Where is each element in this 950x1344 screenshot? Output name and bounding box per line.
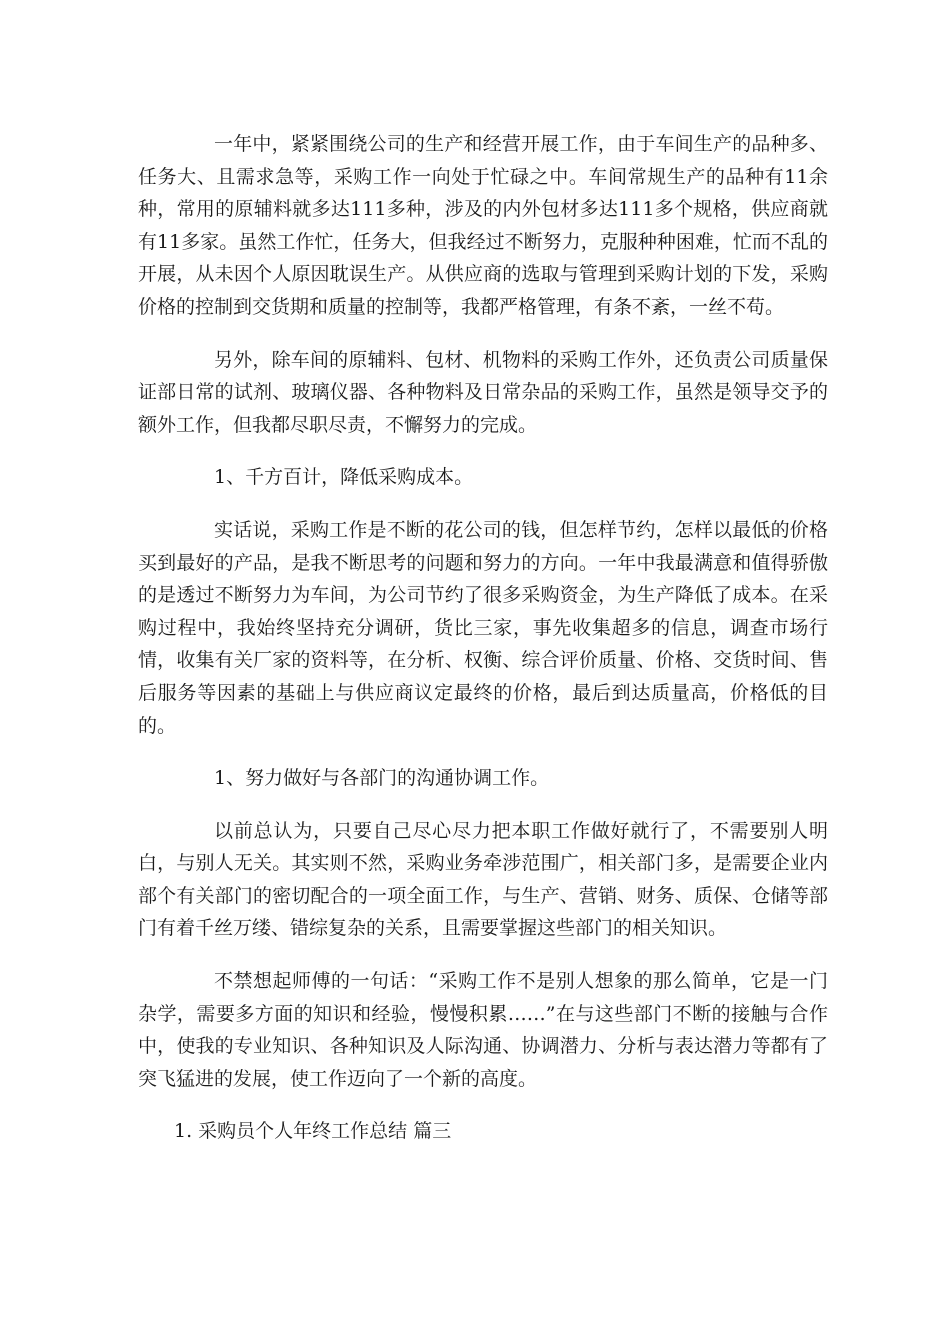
paragraph-coordination: 以前总认为，只要自己尽心尽力把本职工作做好就行了，不需要别人明白，与别人无关。其实则不然，采购业务牵涉范围广，相关部门多，是需要企业内部个有关部门的密切配合的一项全面工作，与生产、营销、财务、质保、仓储等部门有着千丝万缕、错综复杂的关系，且需要掌握这些部门的相关知识。 [138, 819, 828, 940]
section-title: 1. 采购员个人年终工作总结 篇三 [174, 1120, 452, 1143]
heading-reduce-cost: 1、千方百计，降低采购成本。 [214, 466, 474, 489]
paragraph-work-overview: 一年中，紧紧围绕公司的生产和经营开展工作，由于车间生产的品种多、任务大、且需求急等，采购工作一向处于忙碌之中。车间常规生产的品种有11余种，常用的原辅料就多达111多种，涉及的内外包材多达111多个规格，供应商就有11多家。虽然工作忙，任务大，但我经过不断努力，克服种种困难，忙而不乱的开展，从未因个人原因耽误生产。从供应商的选取与管理到采购计划的下发，采购价格的控制到交货期和质量的控制等，我都严格管理，有条不紊，一丝不苟。 [138, 133, 828, 318]
heading-communication: 1、努力做好与各部门的沟通协调工作。 [214, 767, 550, 790]
paragraph-cost-saving: 实话说，采购工作是不断的花公司的钱，但怎样节约，怎样以最低的价格买到最好的产品，是我不断思考的问题和努力的方向。一年中我最满意和值得骄傲的是透过不断努力为车间，为公司节约了很多采购资金，为生产降低了成本。在采购过程中，我始终坚持充分调研，货比三家，事先收集超多的信息，调查市场行情，收集有关厂家的资料等，在分析、权衡、综合评价质量、价格、交货时间、售后服务等因素的基础上与供应商议定最终的价格，最后到达质量高，价格低的目的。 [138, 518, 828, 737]
document-body [138, 128, 828, 1148]
paragraph-mentor-quote: 不禁想起师傅的一句话：“采购工作不是别人想象的那么简单，它是一门杂学，需要多方面的知识和经验，慢慢积累……”在与这些部门不断的接触与合作中，使我的专业知识、各种知识及人际沟通、协调潜力、分析与表达潜力等都有了突飞猛进的发展，使工作迈向了一个新的高度。 [138, 970, 828, 1090]
paragraph-additional-duties: 另外，除车间的原辅料、包材、机物料的采购工作外，还负责公司质量保证部日常的试剂、玻璃仪器、各种物料及日常杂品的采购工作，虽然是领导交予的额外工作，但我都尽职尽责，不懈努力的完成。 [138, 348, 828, 436]
